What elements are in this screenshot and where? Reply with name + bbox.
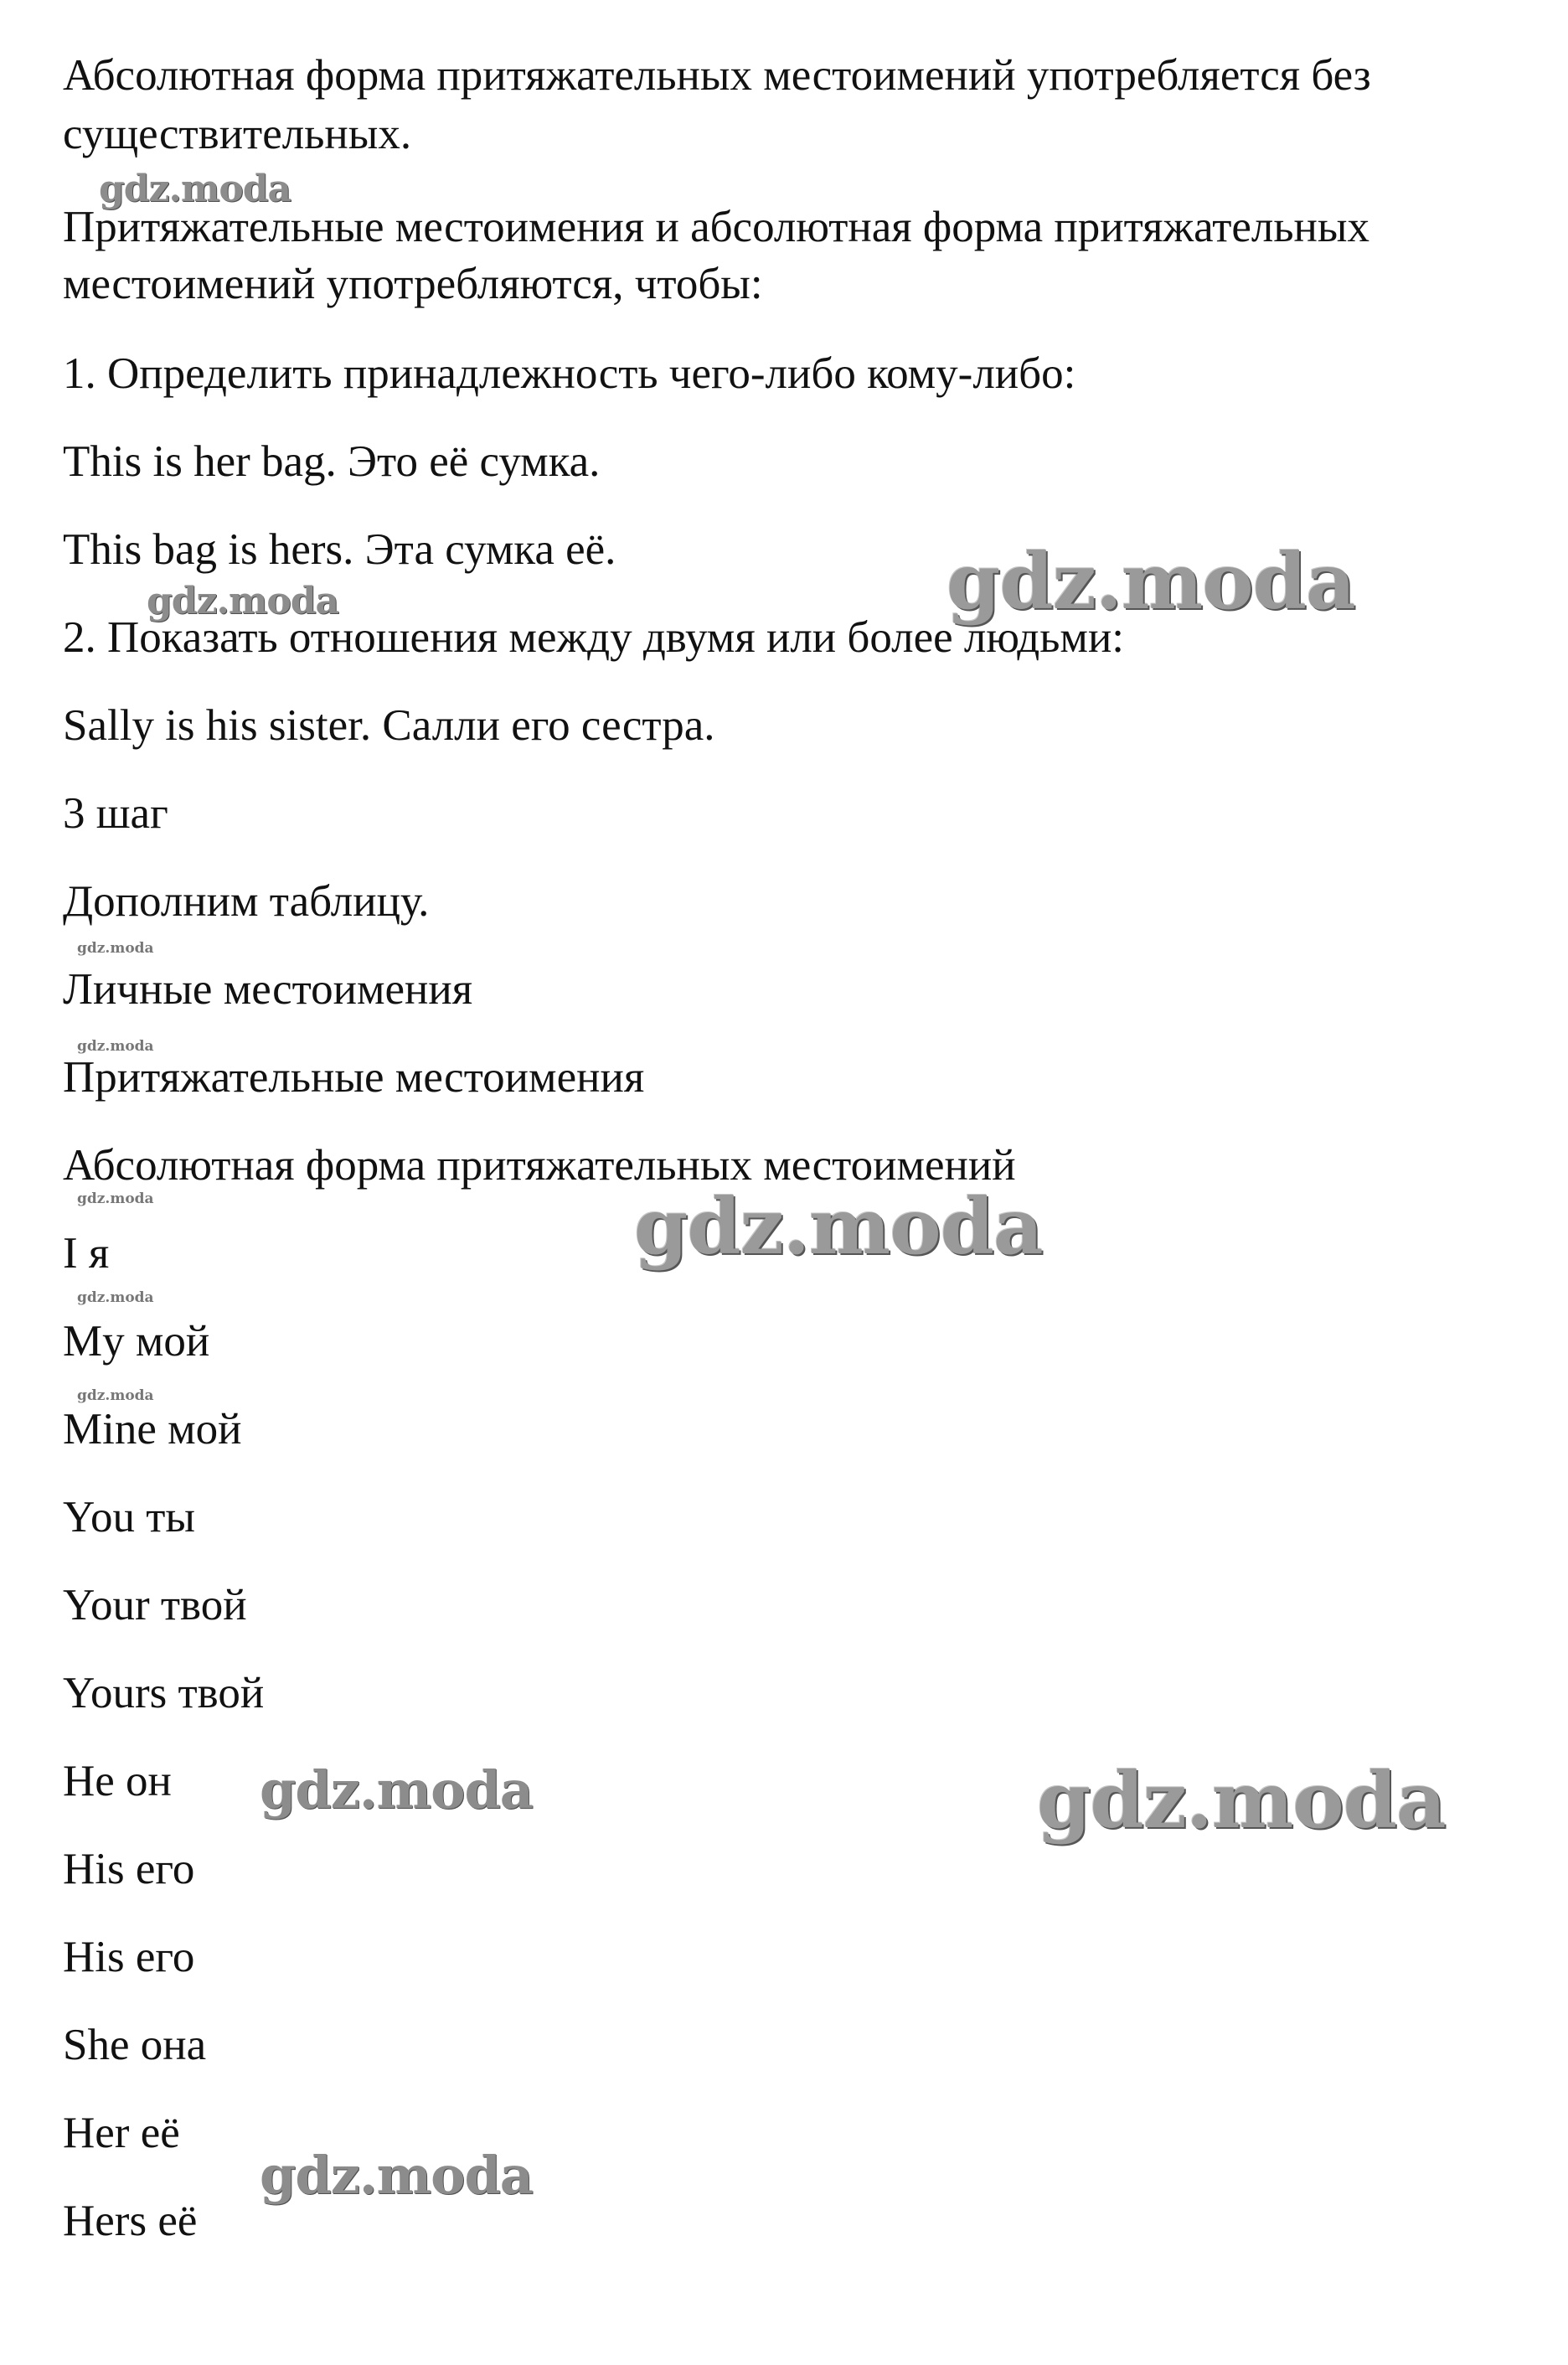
text-line: Абсолютная форма притяжательных местоимений употребляется без (63, 51, 1371, 100)
watermark: gdz.moda (77, 1038, 154, 1055)
text-line: 1. Определить принадлежность чего-либо кому-либо: (63, 349, 1076, 398)
text-line: Притяжательные местоимения (63, 1053, 645, 1102)
text-line: Дополним таблицу. (63, 877, 430, 926)
watermark: gdz.moda (260, 1759, 533, 1820)
text-line: 3 шаг (63, 789, 168, 838)
watermark: gdz.moda (99, 168, 291, 210)
text-line: Mine мой (63, 1405, 242, 1454)
text-line: Her её (63, 2109, 180, 2157)
text-line: She она (63, 2021, 207, 2069)
text-line: You ты (63, 1493, 195, 1541)
watermark: gdz.moda (77, 1190, 154, 1207)
text-line: He он (63, 1757, 172, 1805)
text-line: Yours твой (63, 1669, 265, 1717)
watermark: gdz.moda (634, 1181, 1043, 1272)
text-line: Hers её (63, 2197, 198, 2245)
text-line: Личные местоимения (63, 965, 473, 1014)
text-line: местоимений употребляются, чтобы: (63, 260, 763, 308)
text-line: Your твой (63, 1581, 247, 1629)
watermark: gdz.moda (147, 580, 339, 622)
text-line: Притяжательные местоимения и абсолютная форма притяжательных (63, 203, 1370, 251)
text-line: This is her bag. Это её сумка. (63, 437, 601, 486)
text-line: His его (63, 1933, 195, 1981)
watermark: gdz.moda (1037, 1755, 1446, 1846)
watermark: gdz.moda (77, 1289, 154, 1306)
text-line: Абсолютная форма притяжательных местоимений (63, 1141, 1016, 1190)
text-line: 2. Показать отношения между двумя или более людьми: (63, 613, 1125, 662)
text-line: My мой (63, 1317, 210, 1366)
text-line: I я (63, 1229, 110, 1278)
text-line: существительных. (63, 110, 412, 158)
watermark: gdz.moda (77, 940, 154, 957)
text-line: His его (63, 1845, 195, 1893)
text-line: This bag is hers. Эта сумка её. (63, 525, 616, 574)
watermark: gdz.moda (946, 536, 1355, 627)
watermark: gdz.moda (260, 2145, 533, 2206)
text-line: Sally is his sister. Салли его сестра. (63, 701, 715, 750)
watermark: gdz.moda (77, 1387, 154, 1404)
